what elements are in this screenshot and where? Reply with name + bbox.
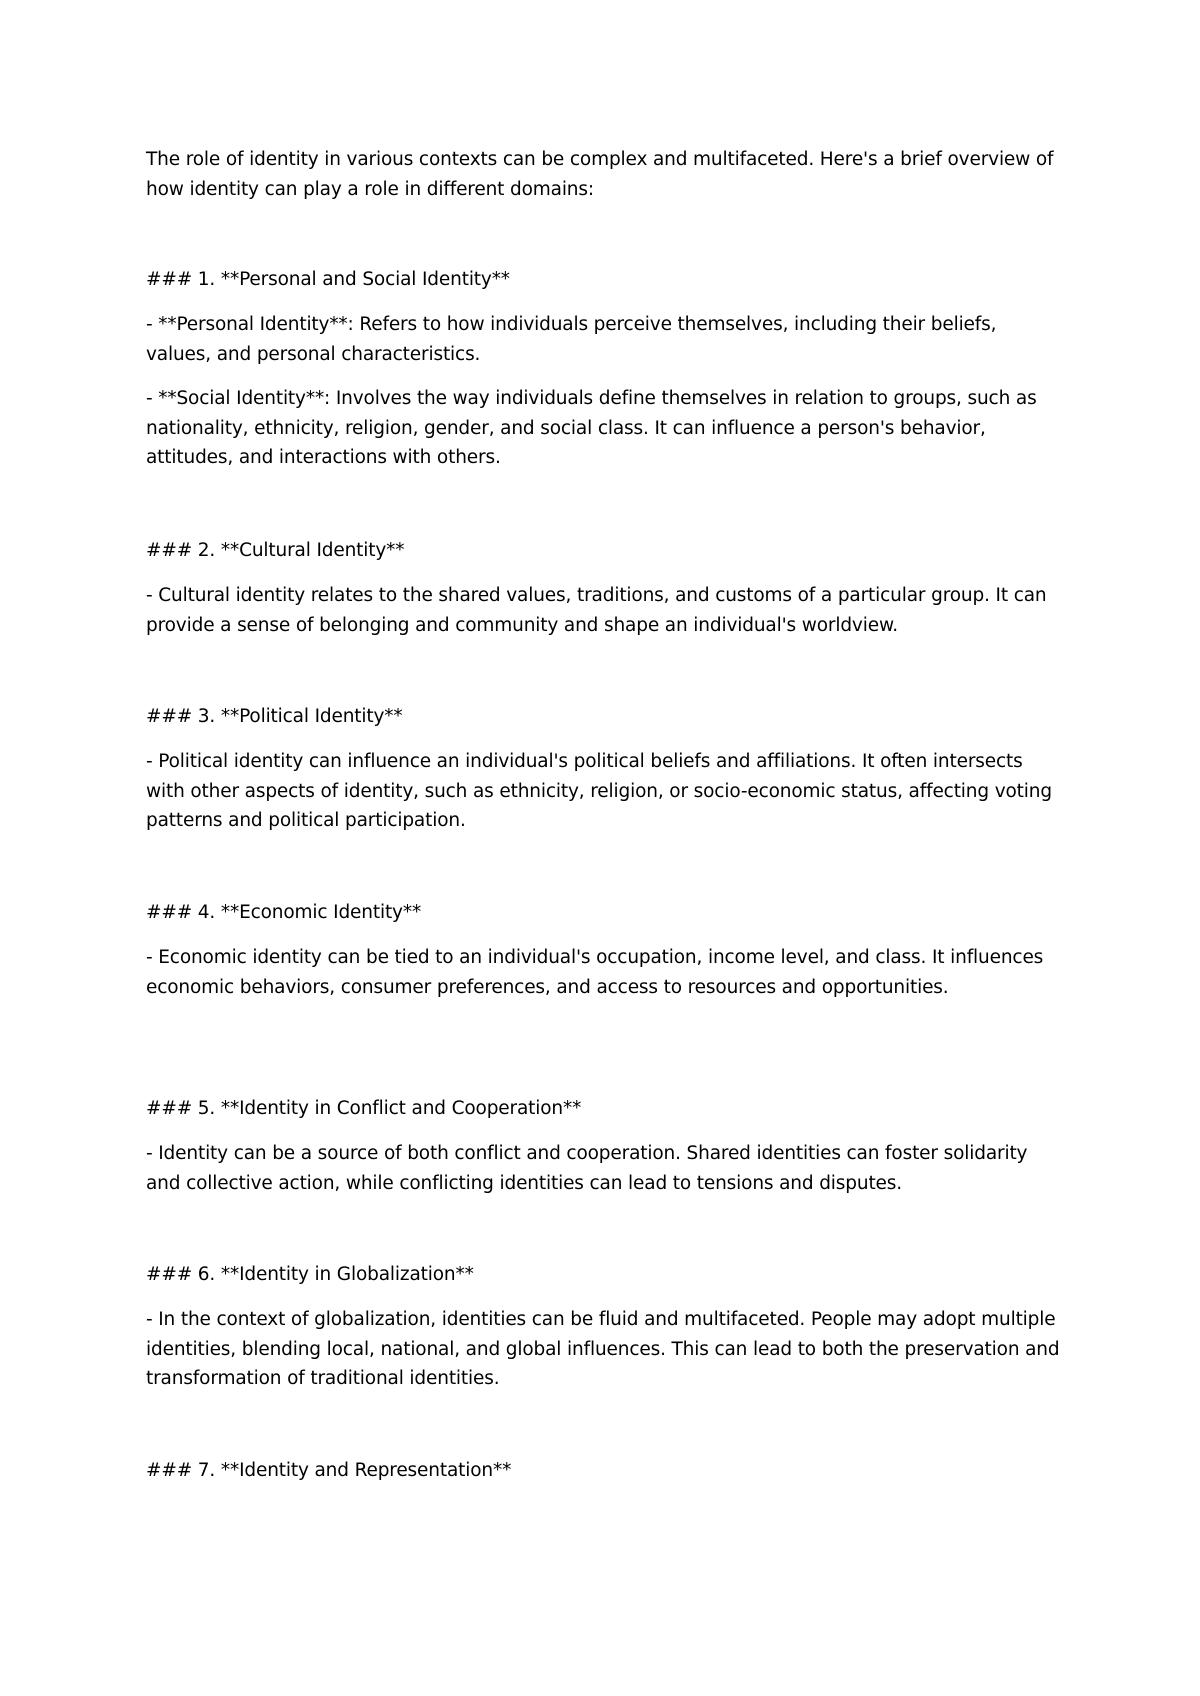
section-5-paragraph: - Identity can be a source of both conflict and cooperation. Shared identities can foster solidarity and collective action, while conflicting identities can lead to tensions and disputes. <box>146 1143 1028 1194</box>
section-2-paragraph: - Cultural identity relates to the shared values, traditions, and customs of a particular group. It can provide a sense of belonging and community and shape an individual's worldview. <box>146 585 1047 636</box>
section-3-paragraph: - Political identity can influence an individual's political beliefs and affiliations. It often intersects with other aspects of identity, such as ethnicity, religion, or socio-economic status, affecting voting patterns and political participation. <box>146 751 1052 831</box>
section-1-paragraph-personal-identity: - **Personal Identity**: Refers to how individuals perceive themselves, including their beliefs, values, and personal characteristics. <box>146 314 997 365</box>
section-3-heading: ### 3. **Political Identity** <box>146 706 403 727</box>
section-4-paragraph: - Economic identity can be tied to an individual's occupation, income level, and class. It influences economic behaviors, consumer preferences, and access to resources and opportunities. <box>146 947 1044 998</box>
section-2-heading: ### 2. **Cultural Identity** <box>146 540 405 561</box>
section-4-heading: ### 4. **Economic Identity** <box>146 902 422 923</box>
section-1-paragraph-social-identity: - **Social Identity**: Involves the way individuals define themselves in relation to groups, such as nationality, ethnicity, religion, gender, and social class. It can influence a person's behavior, attitudes, and interactions with others. <box>146 388 1037 468</box>
section-7-heading: ### 7. **Identity and Representation** <box>146 1460 512 1481</box>
section-5-heading: ### 5. **Identity in Conflict and Cooperation** <box>146 1098 582 1119</box>
section-6-paragraph: - In the context of globalization, identities can be fluid and multifaceted. People may adopt multiple identities, blending local, national, and global influences. This can lead to both the preservation and transformation of traditional identities. <box>146 1309 1060 1389</box>
section-1-heading: ### 1. **Personal and Social Identity** <box>146 269 510 290</box>
section-6-heading: ### 6. **Identity in Globalization** <box>146 1264 474 1285</box>
intro-paragraph: The role of identity in various contexts can be complex and multifaceted. Here's a brief overview of how identity can play a role in different domains: <box>146 149 1054 200</box>
